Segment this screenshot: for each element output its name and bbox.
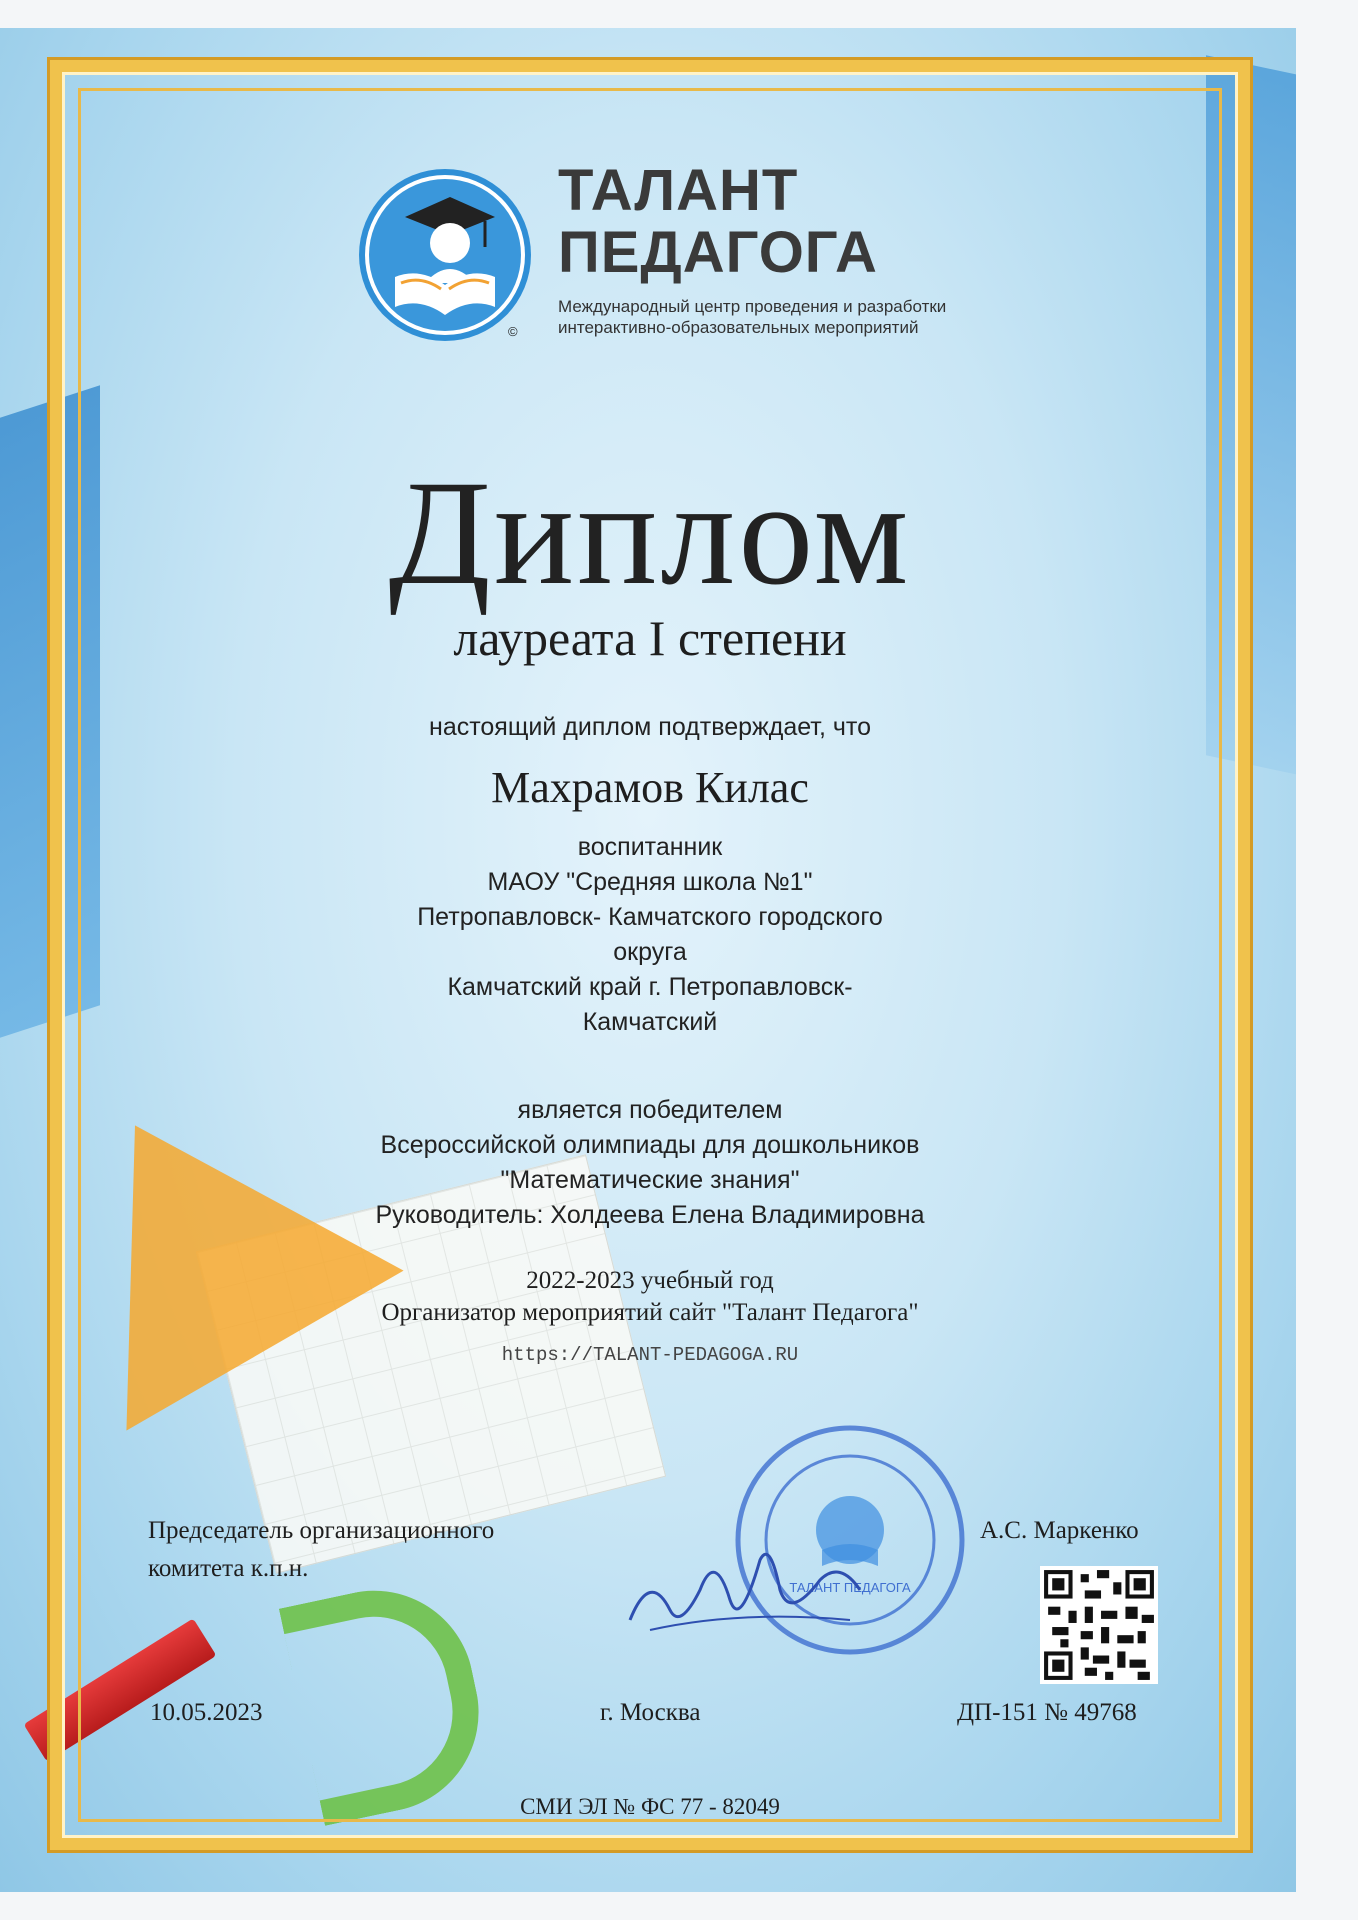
brand-subtitle [558,296,946,338]
organizer-details [150,1265,1150,1329]
chairman-line2: комитета к.п.н. [148,1555,309,1582]
media-registration: СМИ ЭЛ № ФС 77 - 82049 [520,1794,780,1819]
chairman-title [148,1512,578,1588]
diploma-title: Диплом [388,450,912,616]
brand-subtitle-line1: Международный центр проведения и разработки [558,297,947,316]
chairman-line1: Председатель организационного [148,1517,495,1544]
olympiad-line2: "Математические знания" [500,1166,800,1194]
qr-code-icon [1040,1566,1158,1684]
recipient-role: воспитанник [577,833,723,861]
olympiad-line1: Всероссийской олимпиады для дошкольников [380,1131,920,1159]
website-url: https://TALANT-PEDAGOGA.RU [501,1344,799,1366]
school-year: 2022-2023 учебный год [526,1267,774,1294]
signer-name: А.С. Маркенко [980,1517,1139,1544]
talant-pedagoga-logo-icon [355,165,535,345]
recipient-name: Махрамов Килас [491,763,809,812]
copyright-sign: © [508,324,518,339]
recipient-details [150,830,1150,1040]
issue-date: 10.05.2023 [150,1699,263,1726]
handwritten-signature-icon [620,1520,870,1650]
organization-brand [558,160,946,338]
diploma-number: ДП-151 № 49768 [957,1699,1137,1726]
recipient-region-line2: Камчатский [582,1008,718,1036]
recipient-district-line1: Петропавловск- Камчатского городского [417,903,883,931]
brand-name-line2: ПЕДАГОГА [558,220,878,285]
supervisor-text: Руководитель: Холдеева Елена Владимировна [375,1201,925,1229]
status-text: является победителем [517,1096,783,1124]
issue-city: г. Москва [600,1699,701,1726]
recipient-region-line1: Камчатский край г. Петропавловск- [447,973,853,1001]
diploma-degree: лауреата I степени [453,610,847,666]
confirm-text: настоящий диплом подтверждает, что [429,713,871,741]
recipient-school: МАОУ "Средняя школа №1" [487,868,813,896]
brand-name-line1: ТАЛАНТ [558,158,799,223]
brand-subtitle-line2: интерактивно-образовательных мероприятий [558,318,919,337]
stamp-center-text: ТАЛАНТ ПЕДАГОГА [789,1580,911,1595]
achievement-details [150,1093,1150,1233]
organizer-text: Организатор мероприятий сайт "Талант Педагога" [381,1299,919,1326]
recipient-district-line2: округа [613,938,687,966]
